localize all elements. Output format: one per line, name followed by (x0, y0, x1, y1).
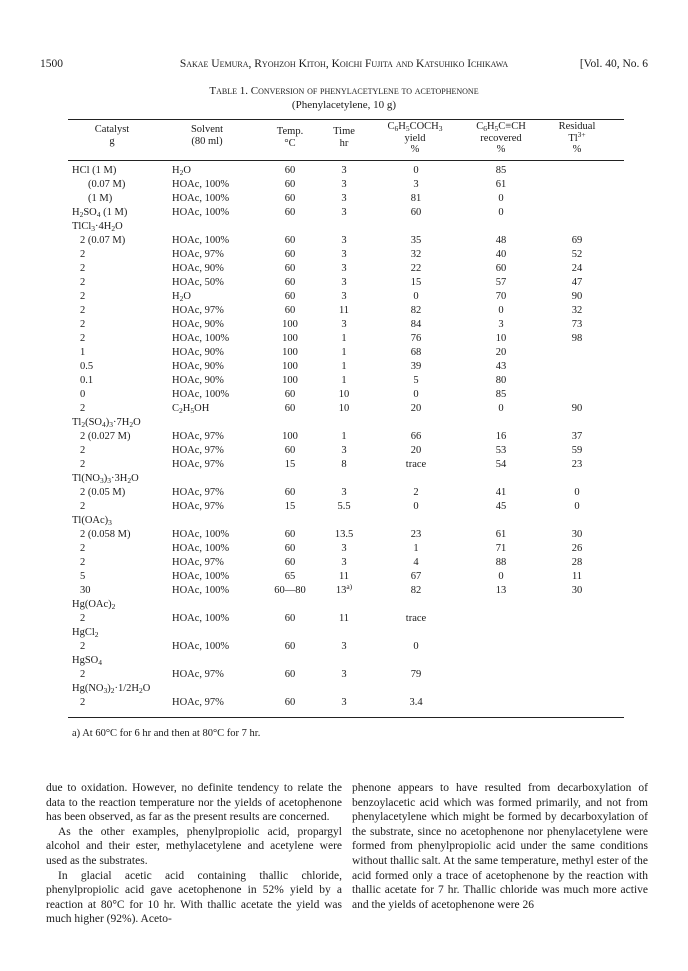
cell-solvent: HOAc, 50% (172, 277, 224, 288)
cell-temp: 100 (282, 319, 298, 330)
cell-catalyst: 2 (80, 291, 86, 302)
cell-time: 3 (341, 669, 347, 680)
cell-solvent: HOAc, 100% (172, 585, 230, 596)
cell-recovered: 13 (495, 585, 507, 596)
cell-yield: 84 (410, 319, 422, 330)
cell-recovered: 43 (495, 361, 507, 372)
cell-recovered: 57 (495, 277, 507, 288)
cell-residual: 0 (574, 487, 580, 498)
cell-solvent: HOAc, 100% (172, 333, 230, 344)
cell-residual: 73 (571, 319, 583, 330)
cell-time: 3 (341, 557, 347, 568)
cell-catalyst: $Hg(OAc)_2$ (72, 599, 116, 611)
cell-catalyst: 2 (80, 249, 86, 260)
cell-time: 3 (341, 291, 347, 302)
cell-time: 10 (338, 389, 350, 400)
cell-temp: 60 (284, 179, 296, 190)
cell-residual: 24 (571, 263, 583, 274)
cell-catalyst: $Tl(NO_3)_3\cdot 3H_2O$ (72, 473, 139, 485)
body-left-column (46, 781, 342, 927)
cell-temp: 60 (284, 641, 296, 652)
cell-solvent: HOAc, 97% (172, 669, 224, 680)
cell-temp: 60 (284, 487, 296, 498)
cell-temp: 60 (284, 557, 296, 568)
column-header: Solvent (80 ml) (190, 124, 224, 147)
cell-residual: 52 (571, 249, 583, 260)
cell-time: 3 (341, 249, 347, 260)
cell-residual: 30 (571, 529, 583, 540)
cell-yield: 39 (410, 361, 422, 372)
cell-temp: 60 (284, 389, 296, 400)
cell-yield: 4 (413, 557, 419, 568)
cell-yield: 3.4 (409, 697, 423, 708)
cell-solvent: HOAc, 97% (172, 445, 224, 456)
cell-time: 8 (341, 459, 347, 470)
cell-yield: 35 (410, 235, 422, 246)
cell-residual: 30 (571, 585, 583, 596)
author-line: Sakae Uemura, Ryohzoh Kitoh, Koichi Fujita and Katsuhiko Ichikawa (179, 58, 509, 70)
cell-recovered: 80 (495, 375, 507, 386)
cell-recovered: 85 (495, 389, 507, 400)
cell-yield: 0 (413, 291, 419, 302)
column-header: $C_6H_5COCH_3$ yield % (387, 121, 443, 155)
cell-recovered: 0 (498, 193, 504, 204)
cell-time: 1 (341, 347, 347, 358)
cell-time: 3 (341, 445, 347, 456)
cell-catalyst: 2 (0.05 M) (80, 487, 126, 498)
cell-yield: 3 (413, 179, 419, 190)
cell-yield: 0 (413, 389, 419, 400)
body-right-column (352, 781, 648, 912)
table-bottom-rule (68, 717, 624, 718)
cell-catalyst: 2 (80, 697, 86, 708)
cell-catalyst: 2 (80, 445, 86, 456)
cell-residual: 26 (571, 543, 583, 554)
cell-recovered: 41 (495, 487, 507, 498)
cell-catalyst: 0.5 (80, 361, 94, 372)
cell-time: 3 (341, 165, 347, 176)
body-paragraph: As the other examples, phenylpropiolic acid, propargyl alcohol and their ester, methylacetylene and acetylene were used as the substrates. (46, 825, 342, 867)
cell-catalyst: $Tl_2(SO_4)_3\cdot 7H_2O$ (72, 417, 141, 429)
cell-time: 3 (341, 277, 347, 288)
cell-solvent: HOAc, 100% (172, 613, 230, 624)
cell-catalyst: 2 (80, 263, 86, 274)
cell-temp: 15 (284, 501, 296, 512)
cell-catalyst: 1 (80, 347, 86, 358)
cell-time: 1 (341, 333, 347, 344)
cell-yield: 66 (410, 431, 422, 442)
cell-temp: 60 (284, 263, 296, 274)
cell-yield: 60 (410, 207, 422, 218)
cell-catalyst: 2 (80, 543, 86, 554)
cell-catalyst: $H_2SO_4$ (1 M) (72, 207, 128, 219)
cell-catalyst: 2 (80, 319, 86, 330)
cell-catalyst: HgSO$_4$ (72, 655, 103, 667)
cell-time: 3 (341, 179, 347, 190)
column-header: Residual $Tl^{3+}$ % (558, 121, 596, 155)
column-header: Catalyst g (94, 124, 130, 147)
column-header: Time hr (333, 126, 355, 149)
cell-time: 11 (338, 571, 350, 582)
cell-solvent: $C_2H_5OH$ (172, 403, 210, 415)
cell-time: 3 (341, 319, 347, 330)
cell-temp: 60 (284, 207, 296, 218)
cell-recovered: 88 (495, 557, 507, 568)
cell-time: 3 (341, 487, 347, 498)
cell-time: 1 (341, 431, 347, 442)
cell-time: 3 (341, 543, 347, 554)
cell-yield: 82 (410, 585, 422, 596)
cell-residual: 90 (571, 291, 583, 302)
cell-time: 1 (341, 375, 347, 386)
cell-yield: 67 (410, 571, 422, 582)
cell-temp: 100 (282, 361, 298, 372)
cell-recovered: 61 (495, 179, 507, 190)
cell-catalyst: 2 (80, 557, 86, 568)
cell-recovered: 61 (495, 529, 507, 540)
cell-temp: 100 (282, 431, 298, 442)
volume-label: [Vol. 40, No. 6 (579, 58, 648, 70)
cell-yield: 0 (413, 165, 419, 176)
cell-time: 3 (341, 641, 347, 652)
cell-time: 13.5 (334, 529, 354, 540)
cell-residual: 0 (574, 501, 580, 512)
cell-residual: 69 (571, 235, 583, 246)
cell-solvent: HOAc, 90% (172, 361, 224, 372)
cell-catalyst: 2 (80, 403, 86, 414)
cell-solvent: HOAc, 100% (172, 193, 230, 204)
cell-solvent: HOAc, 100% (172, 641, 230, 652)
cell-recovered: 0 (498, 305, 504, 316)
cell-time: 5.5 (337, 501, 351, 512)
cell-residual: 59 (571, 445, 583, 456)
cell-solvent: HOAc, 100% (172, 543, 230, 554)
cell-recovered: 45 (495, 501, 507, 512)
cell-time: 11 (338, 613, 350, 624)
cell-solvent: HOAc, 97% (172, 487, 224, 498)
cell-catalyst: HgCl$_2$ (72, 627, 99, 639)
cell-solvent: HOAc, 97% (172, 431, 224, 442)
cell-temp: 60—80 (274, 585, 306, 596)
cell-temp: 60 (284, 291, 296, 302)
cell-solvent: HOAc, 97% (172, 557, 224, 568)
cell-temp: 60 (284, 697, 296, 708)
cell-recovered: 85 (495, 165, 507, 176)
table-footnote: a) At 60°C for 6 hr and then at 80°C for 7 hr. (72, 728, 261, 739)
cell-residual: 47 (571, 277, 583, 288)
cell-temp: 60 (284, 165, 296, 176)
cell-recovered: 54 (495, 459, 507, 470)
cell-solvent: HOAc, 97% (172, 697, 224, 708)
table-title: Table 1. Conversion of phenylacetylene to acetophenone (209, 85, 479, 97)
cell-temp: 60 (284, 305, 296, 316)
cell-catalyst: 2 (0.07 M) (80, 235, 126, 246)
table-subtitle: (Phenylacetylene, 10 g) (291, 99, 397, 111)
cell-catalyst: $TlCl_3\cdot 4H_2O$ (72, 221, 123, 233)
cell-yield: 15 (410, 277, 422, 288)
cell-temp: 60 (284, 613, 296, 624)
cell-yield: 2 (413, 487, 419, 498)
cell-yield: 22 (410, 263, 422, 274)
cell-recovered: 16 (495, 431, 507, 442)
cell-solvent: HOAc, 97% (172, 459, 224, 470)
cell-residual: 23 (571, 459, 583, 470)
column-header: $C_6H_5C\equiv CH$ recovered % (476, 121, 526, 155)
cell-yield: 82 (410, 305, 422, 316)
cell-time: 13$^{a)}$ (335, 582, 353, 596)
cell-temp: 65 (284, 571, 296, 582)
cell-catalyst: $Tl(OAc)_3$ (72, 515, 112, 527)
cell-recovered: 53 (495, 445, 507, 456)
cell-solvent: HOAc, 100% (172, 207, 230, 218)
cell-solvent: HOAc, 100% (172, 571, 230, 582)
cell-temp: 60 (284, 193, 296, 204)
cell-yield: 79 (410, 669, 422, 680)
cell-recovered: 10 (495, 333, 507, 344)
cell-recovered: 0 (498, 571, 504, 582)
cell-time: 3 (341, 193, 347, 204)
cell-yield: 81 (410, 193, 422, 204)
cell-catalyst: $Hg(NO_3)_2\cdot 1/2H_2O$ (72, 683, 151, 695)
cell-catalyst: (1 M) (88, 193, 113, 204)
cell-residual: 37 (571, 431, 583, 442)
cell-catalyst: 0 (80, 389, 86, 400)
cell-solvent: HOAc, 100% (172, 235, 230, 246)
cell-solvent: $H_2O$ (172, 291, 191, 303)
cell-yield: 5 (413, 375, 419, 386)
cell-catalyst: 2 (80, 333, 86, 344)
cell-yield: 32 (410, 249, 422, 260)
cell-temp: 60 (284, 403, 296, 414)
cell-temp: 60 (284, 249, 296, 260)
cell-recovered: 3 (498, 319, 504, 330)
cell-residual: 32 (571, 305, 583, 316)
cell-catalyst: 0.1 (80, 375, 94, 386)
cell-solvent: HOAc, 90% (172, 319, 224, 330)
cell-catalyst: 2 (80, 501, 86, 512)
cell-residual: 90 (571, 403, 583, 414)
cell-catalyst: 2 (80, 277, 86, 288)
cell-time: 3 (341, 697, 347, 708)
cell-solvent: HOAc, 90% (172, 347, 224, 358)
cell-time: 11 (338, 305, 350, 316)
cell-temp: 60 (284, 235, 296, 246)
cell-yield: 20 (410, 403, 422, 414)
column-header: Temp. °C (276, 126, 304, 149)
cell-solvent: HOAc, 90% (172, 263, 224, 274)
cell-recovered: 48 (495, 235, 507, 246)
cell-time: 3 (341, 263, 347, 274)
cell-catalyst: 2 (0.027 M) (80, 431, 131, 442)
table-header-rule (68, 160, 624, 161)
body-paragraph: due to oxidation. However, no definite tendency to relate the data to the reaction temperature nor the yields of acetophenone has been observed, as far as the present results are concerned. (46, 782, 342, 824)
cell-residual: 11 (571, 571, 583, 582)
cell-recovered: 71 (495, 543, 507, 554)
body-paragraph: phenone appears to have resulted from decarboxylation of benzoylacetic acid which was formed primarily, and not from phenylacetylene which might be formed by decarboxylation of the substrate, since no acetophenone nor phenylacetylene were formed from phenylpropiolic acid under the same conditions without thallic salt. At the same temperature, methyl ester of the acid formed only a trace of acetophenone by the reaction with thallic acetate for 7 hr. Thallic chloride was much more active and the yields of acetophenone were 26 (352, 782, 648, 911)
cell-time: 3 (341, 207, 347, 218)
cell-time: 10 (338, 403, 350, 414)
cell-solvent: HOAc, 100% (172, 389, 230, 400)
cell-residual: 98 (571, 333, 583, 344)
cell-time: 3 (341, 235, 347, 246)
table-caption (40, 84, 648, 112)
cell-yield: 76 (410, 333, 422, 344)
cell-temp: 100 (282, 347, 298, 358)
cell-yield: trace (405, 459, 427, 470)
table-top-rule (68, 119, 624, 120)
cell-temp: 60 (284, 543, 296, 554)
cell-recovered: 20 (495, 347, 507, 358)
cell-time: 1 (341, 361, 347, 372)
cell-catalyst: 2 (80, 305, 86, 316)
cell-catalyst: 2 (80, 459, 86, 470)
cell-recovered: 0 (498, 207, 504, 218)
cell-recovered: 40 (495, 249, 507, 260)
cell-yield: 0 (413, 501, 419, 512)
cell-temp: 100 (282, 375, 298, 386)
cell-recovered: 70 (495, 291, 507, 302)
cell-catalyst: 2 (0.058 M) (80, 529, 131, 540)
cell-yield: 20 (410, 445, 422, 456)
cell-temp: 100 (282, 333, 298, 344)
cell-solvent: HOAc, 97% (172, 249, 224, 260)
body-paragraph: In glacial acetic acid containing thallic chloride, phenylpropiolic acid gave acetophenone in 52% yield by a reaction at 80°C for 10 hr. With thallic acetate the yield was much higher (92%). Aceto- (46, 869, 342, 926)
running-header (40, 58, 648, 74)
cell-temp: 60 (284, 445, 296, 456)
cell-catalyst: 5 (80, 571, 86, 582)
cell-yield: 23 (410, 529, 422, 540)
cell-solvent: HOAc, 97% (172, 501, 224, 512)
cell-catalyst: 2 (80, 641, 86, 652)
cell-catalyst: 30 (80, 585, 91, 596)
cell-solvent: HOAc, 97% (172, 305, 224, 316)
cell-temp: 60 (284, 277, 296, 288)
cell-yield: 1 (413, 543, 419, 554)
cell-solvent: HOAc, 100% (172, 179, 230, 190)
cell-yield: 68 (410, 347, 422, 358)
cell-yield: trace (405, 613, 427, 624)
cell-catalyst: 2 (80, 669, 86, 680)
cell-solvent: HOAc, 100% (172, 529, 230, 540)
cell-temp: 15 (284, 459, 296, 470)
cell-catalyst: (0.07 M) (88, 179, 126, 190)
cell-solvent: HOAc, 90% (172, 375, 224, 386)
page-number: 1500 (40, 58, 63, 70)
cell-recovered: 0 (498, 403, 504, 414)
cell-temp: 60 (284, 529, 296, 540)
cell-catalyst: HCl (1 M) (72, 165, 117, 176)
cell-temp: 60 (284, 669, 296, 680)
cell-recovered: 60 (495, 263, 507, 274)
cell-residual: 28 (571, 557, 583, 568)
cell-yield: 0 (413, 641, 419, 652)
cell-catalyst: 2 (80, 613, 86, 624)
cell-solvent: $H_2O$ (172, 165, 191, 177)
